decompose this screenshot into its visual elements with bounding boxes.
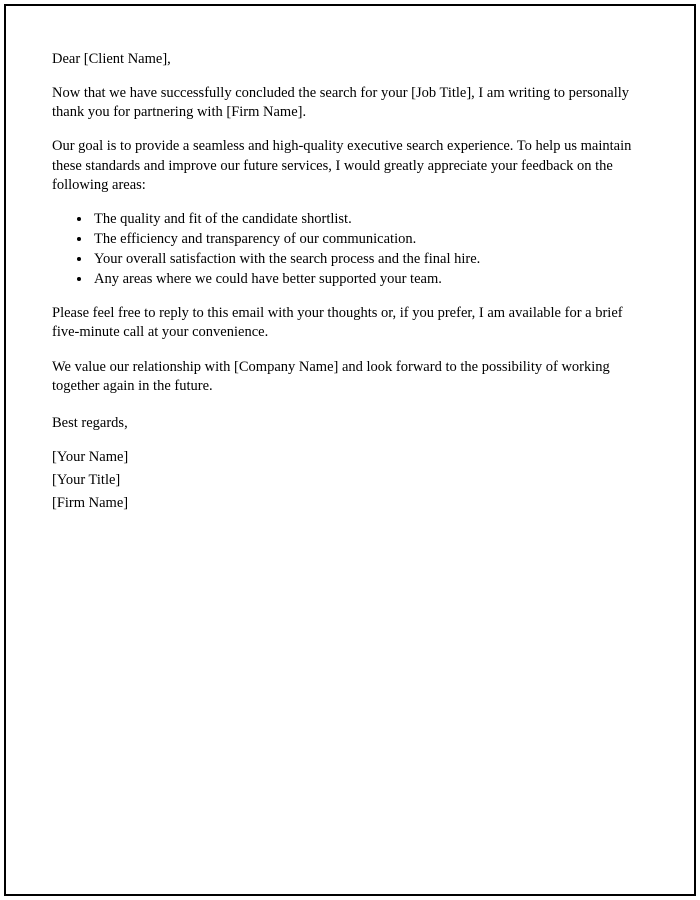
letter-paragraph-relationship: We value our relationship with [Company Name] and look forward to the possibility of working together again in the future. <box>52 358 610 394</box>
letter-greeting: Dear [Client Name], <box>52 51 171 67</box>
bullet-item-communication: • The efficiency and transparency of our communication. <box>92 230 632 249</box>
bullet-item-satisfaction: • Your overall satisfaction with the search process and the final hire. <box>92 250 632 269</box>
signature-name: [Your Name] <box>52 448 129 465</box>
letter-paragraph-reply: Please feel free to reply to this email with your thoughts or, if you prefer, I am available for a brief five-minute call at your convenience. <box>52 305 623 341</box>
letter-closing: Best regards, <box>52 414 128 431</box>
letter-paragraph-intro: Now that we have successfully concluded the search for your [Job Title], I am writing to personally thank you for partnering with [Firm Name]. <box>52 85 630 121</box>
signature-firm: [Firm Name] <box>52 495 129 512</box>
feedback-bullet-list <box>52 210 632 290</box>
bullet-item-shortlist: • The quality and fit of the candidate shortlist. <box>92 210 632 229</box>
signature-title: [Your Title] <box>52 472 121 488</box>
letter-paragraph-goal: Our goal is to provide a seamless and high-quality executive search experience. To help us maintain these standards and improve our future services, I would greatly appreciate your feedback on the following areas: <box>52 138 632 193</box>
letter-page <box>4 4 696 896</box>
bullet-item-support: • Any areas where we could have better supported your team. <box>92 270 632 289</box>
